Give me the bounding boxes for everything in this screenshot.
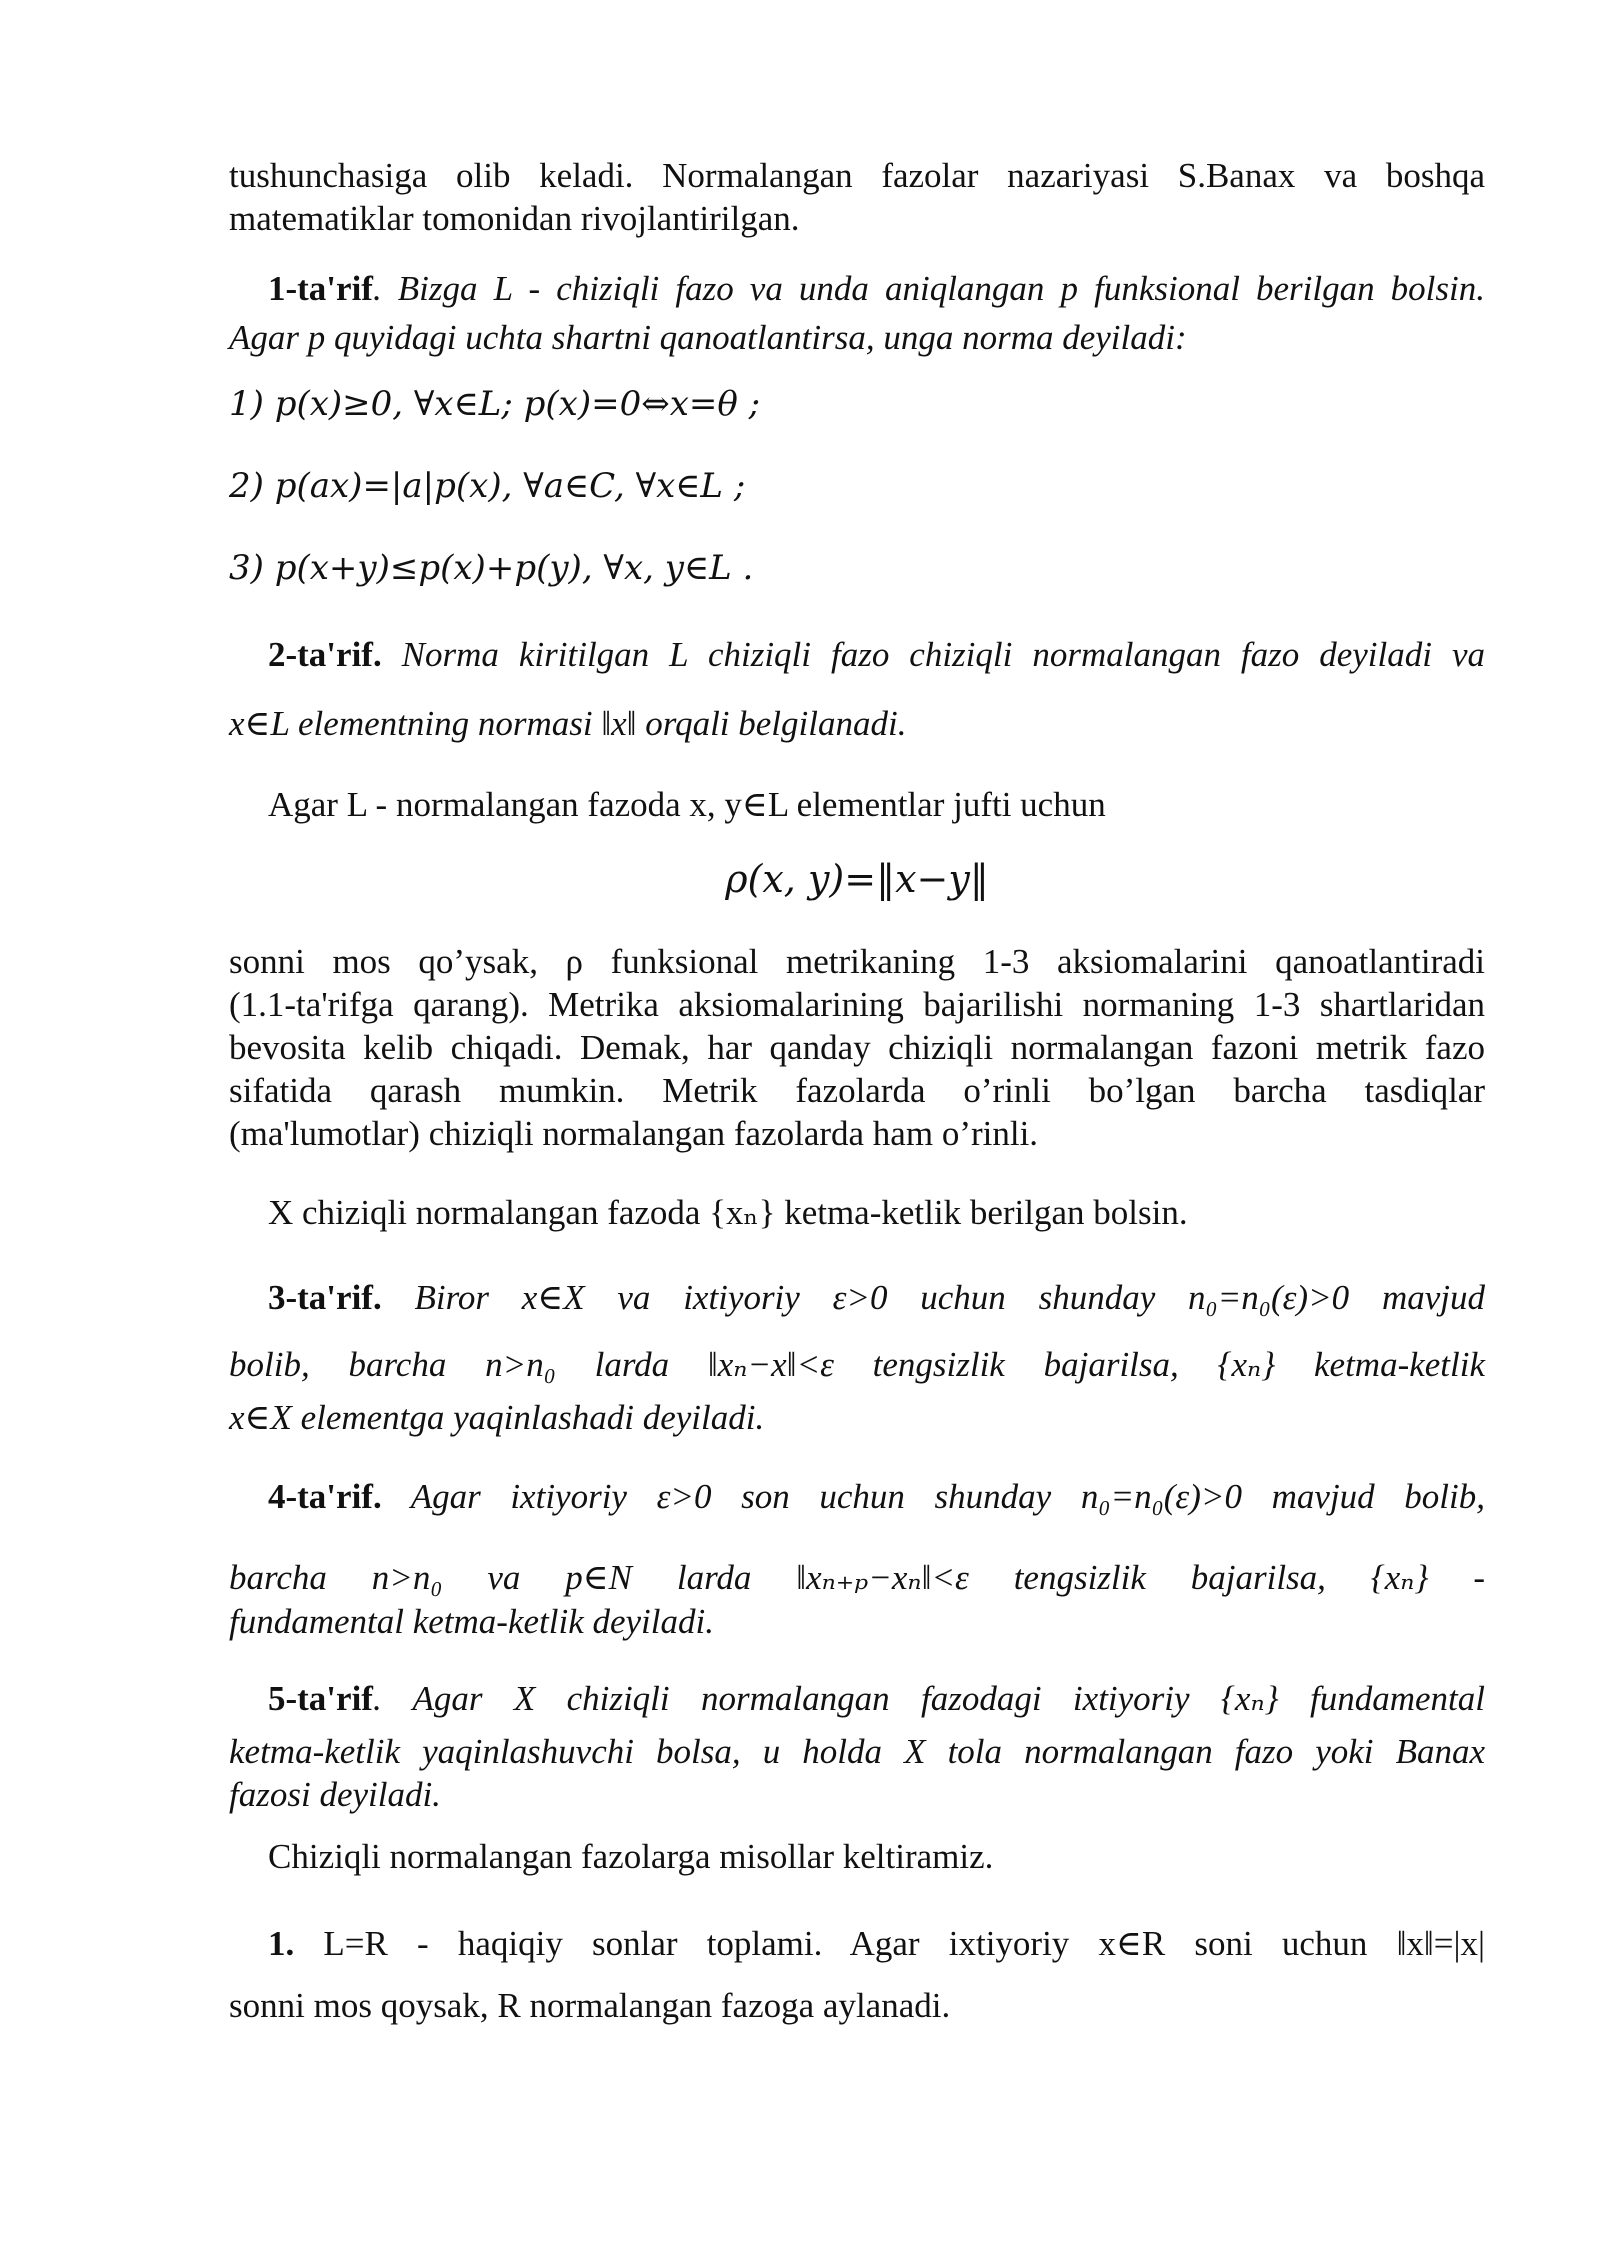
intro-line-2: matematiklar tomonidan rivojlantirilgan.	[229, 199, 800, 238]
example-1-line-1	[229, 1922, 1485, 1965]
metric-formula: ρ(x, y)=‖x−y‖	[725, 857, 989, 901]
metric-line-1: Agar L - normalangan fazoda x, y∈L elementlar jufti uchun	[268, 785, 1106, 824]
norm-condition-3: 3) p(x+y)≤p(x)+p(y), ∀x, y∈L .	[229, 548, 754, 588]
metric-line-5: sifatida qarash mumkin. Metrik fazolarda o’rinli bo’lgan barcha tasdiqlar	[229, 1071, 1485, 1110]
definition-1-text: . Bizga L - chiziqli fazo va unda aniqlangan p funksional berilgan bolsin.	[372, 269, 1485, 308]
definition-5-text: . Agar X chiziqli normalangan fazodagi ixtiyoriy {xₙ} fundamental	[372, 1679, 1485, 1718]
example-1-label: 1.	[268, 1924, 295, 1963]
definition-3-label: 3-ta'rif.	[268, 1278, 382, 1317]
definition-4-line-3: fundamental ketma-ketlik deyiladi.	[229, 1602, 714, 1641]
definition-4-label: 4-ta'rif.	[268, 1477, 382, 1516]
definition-2-line-2: x∈L elementning normasi ‖x‖ orqali belgilanadi.	[229, 704, 907, 743]
definition-1-line-2: Agar p quyidagi uchta shartni qanoatlantirsa, unga norma deyiladi:	[229, 318, 1187, 357]
definition-3-line-1	[229, 1276, 1485, 1319]
definition-4-text: Agar ixtiyoriy ε>0 son uchun shunday n₀=n₀(ε)>0 mavjud bolib,	[381, 1477, 1485, 1516]
definition-5-line-2: ketma-ketlik yaqinlashuvchi bolsa, u holda X tola normalangan fazo yoki Banax	[229, 1732, 1485, 1771]
definition-3-line-2: bolib, barcha n>n₀ larda ‖xₙ−x‖<ε tengsizlik bajarilsa, {xₙ} ketma-ketlik	[229, 1345, 1485, 1384]
definition-5-label: 5-ta'rif	[268, 1679, 373, 1718]
examples-intro: Chiziqli normalangan fazolarga misollar keltiramiz.	[268, 1837, 994, 1876]
definition-1-label: 1-ta'rif	[268, 269, 373, 308]
definition-1-line-1	[229, 267, 1485, 310]
example-1-line-2: sonni mos qoysak, R normalangan fazoga aylanadi.	[229, 1986, 951, 2025]
definition-5-line-3: fazosi deyiladi.	[229, 1775, 441, 1814]
definition-3-line-3: x∈X elementga yaqinlashadi deyiladi.	[229, 1398, 765, 1437]
metric-line-4: bevosita kelib chiqadi. Demak, har qanday chiziqli normalangan fazoni metrik fazo	[229, 1028, 1485, 1067]
sequence-line: X chiziqli normalangan fazoda {xₙ} ketma-ketlik berilgan bolsin.	[268, 1193, 1188, 1232]
definition-2-label: 2-ta'rif.	[268, 635, 382, 674]
metric-line-3: (1.1-ta'rifga qarang). Metrika aksiomalarining bajarilishi normaning 1-3 shartlaridan	[229, 985, 1485, 1024]
example-1-text: L=R - haqiqiy sonlar toplami. Agar ixtiyoriy x∈R soni uchun ‖x‖=|x|	[294, 1924, 1485, 1963]
definition-3-text: Biror x∈X va ixtiyoriy ε>0 uchun shunday n₀=n₀(ε)>0 mavjud	[381, 1278, 1485, 1317]
metric-line-2: sonni mos qo’ysak, ρ funksional metrikaning 1-3 aksiomalarini qanoatlantiradi	[229, 942, 1485, 981]
definition-4-line-1	[229, 1475, 1485, 1518]
norm-condition-2: 2) p(ax)=|a|p(x), ∀a∈C, ∀x∈L ;	[229, 466, 746, 506]
intro-line-1: tushunchasiga olib keladi. Normalangan fazolar nazariyasi S.Banax va boshqa	[229, 156, 1485, 195]
definition-2-line-1	[229, 633, 1485, 676]
metric-line-6: (ma'lumotlar) chiziqli normalangan fazolarda ham o’rinli.	[229, 1114, 1039, 1153]
definition-2-text: Norma kiritilgan L chiziqli fazo chiziqli normalangan fazo deyiladi va	[381, 635, 1485, 674]
norm-condition-1: 1) p(x)≥0, ∀x∈L; p(x)=0⇔x=θ ;	[229, 384, 761, 424]
definition-5-line-1	[229, 1677, 1485, 1720]
definition-4-line-2: barcha n>n₀ va p∈N larda ‖xₙ₊ₚ−xₙ‖<ε tengsizlik bajarilsa, {xₙ} -	[229, 1558, 1485, 1597]
